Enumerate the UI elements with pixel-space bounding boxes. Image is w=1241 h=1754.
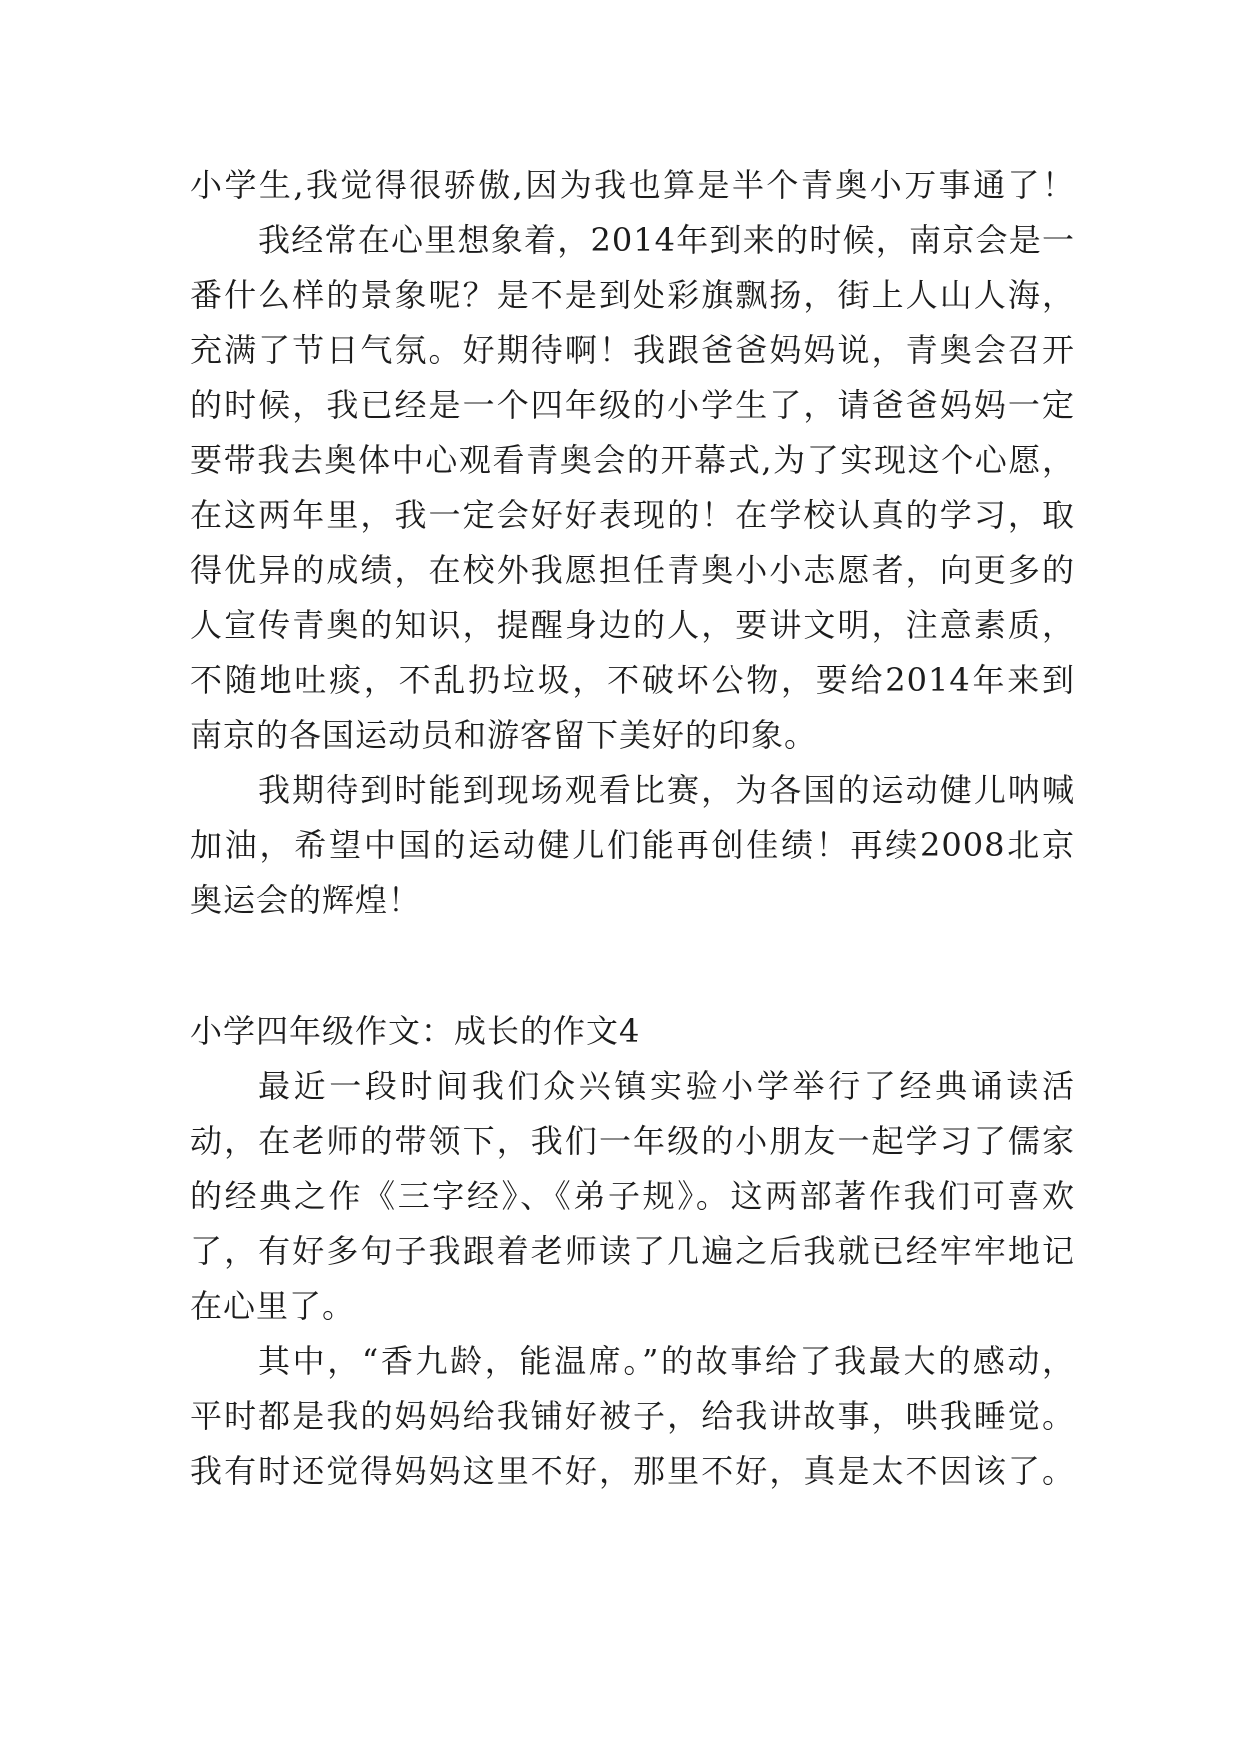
paragraph-last-line: 南京的各国运动员和游客留下美好的印象。 bbox=[190, 716, 818, 754]
text-line: 了，有好多句子我跟着老师读了几遍之后我就已经牢牢地记 bbox=[190, 1232, 1075, 1270]
text-line: 小学生,我觉得很骄傲,因为我也算是半个青奥小万事通了！ bbox=[190, 166, 1075, 204]
paragraph-last-line: 在心里了。 bbox=[190, 1287, 356, 1325]
paragraph-first-line: 我期待到时能到现场观看比赛，为各国的运动健儿呐喊 bbox=[258, 771, 1075, 809]
text-line: 得优异的成绩，在校外我愿担任青奥小小志愿者，向更多的 bbox=[190, 551, 1075, 589]
text-line: 我有时还觉得妈妈这里不好，那里不好，真是太不因该了。 bbox=[190, 1452, 1075, 1490]
text-line: 充满了节日气氛。好期待啊！我跟爸爸妈妈说，青奥会召开 bbox=[190, 331, 1075, 369]
text-line: 在这两年里，我一定会好好表现的！在学校认真的学习，取 bbox=[190, 496, 1075, 534]
paragraph-first-line: 其中，“香九龄，能温席。”的故事给了我最大的感动， bbox=[258, 1342, 1075, 1380]
text-line: 人宣传青奥的知识，提醒身边的人，要讲文明，注意素质， bbox=[190, 606, 1075, 644]
text-line: 动，在老师的带领下，我们一年级的小朋友一起学习了儒家 bbox=[190, 1122, 1075, 1160]
text-line: 不随地吐痰，不乱扔垃圾，不破坏公物，要给2014年来到 bbox=[190, 661, 1075, 699]
text-line: 的时候，我已经是一个四年级的小学生了，请爸爸妈妈一定 bbox=[190, 386, 1075, 424]
text-line: 加油，希望中国的运动健儿们能再创佳绩！再续2008北京 bbox=[190, 826, 1075, 864]
text-line: 的经典之作《三字经》、《弟子规》。这两部著作我们可喜欢 bbox=[190, 1177, 1075, 1215]
section-heading: 小学四年级作文：成长的作文4 bbox=[190, 1012, 641, 1050]
text-line: 平时都是我的妈妈给我铺好被子，给我讲故事，哄我睡觉。 bbox=[190, 1397, 1075, 1435]
text-line: 要带我去奥体中心观看青奥会的开幕式,为了实现这个心愿， bbox=[190, 441, 1075, 479]
paragraph-first-line: 我经常在心里想象着，2014年到来的时候，南京会是一 bbox=[258, 221, 1075, 259]
text-line: 番什么样的景象呢？是不是到处彩旗飘扬，街上人山人海， bbox=[190, 276, 1075, 314]
paragraph-first-line: 最近一段时间我们众兴镇实验小学举行了经典诵读活 bbox=[258, 1067, 1075, 1105]
paragraph-last-line: 奥运会的辉煌！ bbox=[190, 881, 422, 919]
